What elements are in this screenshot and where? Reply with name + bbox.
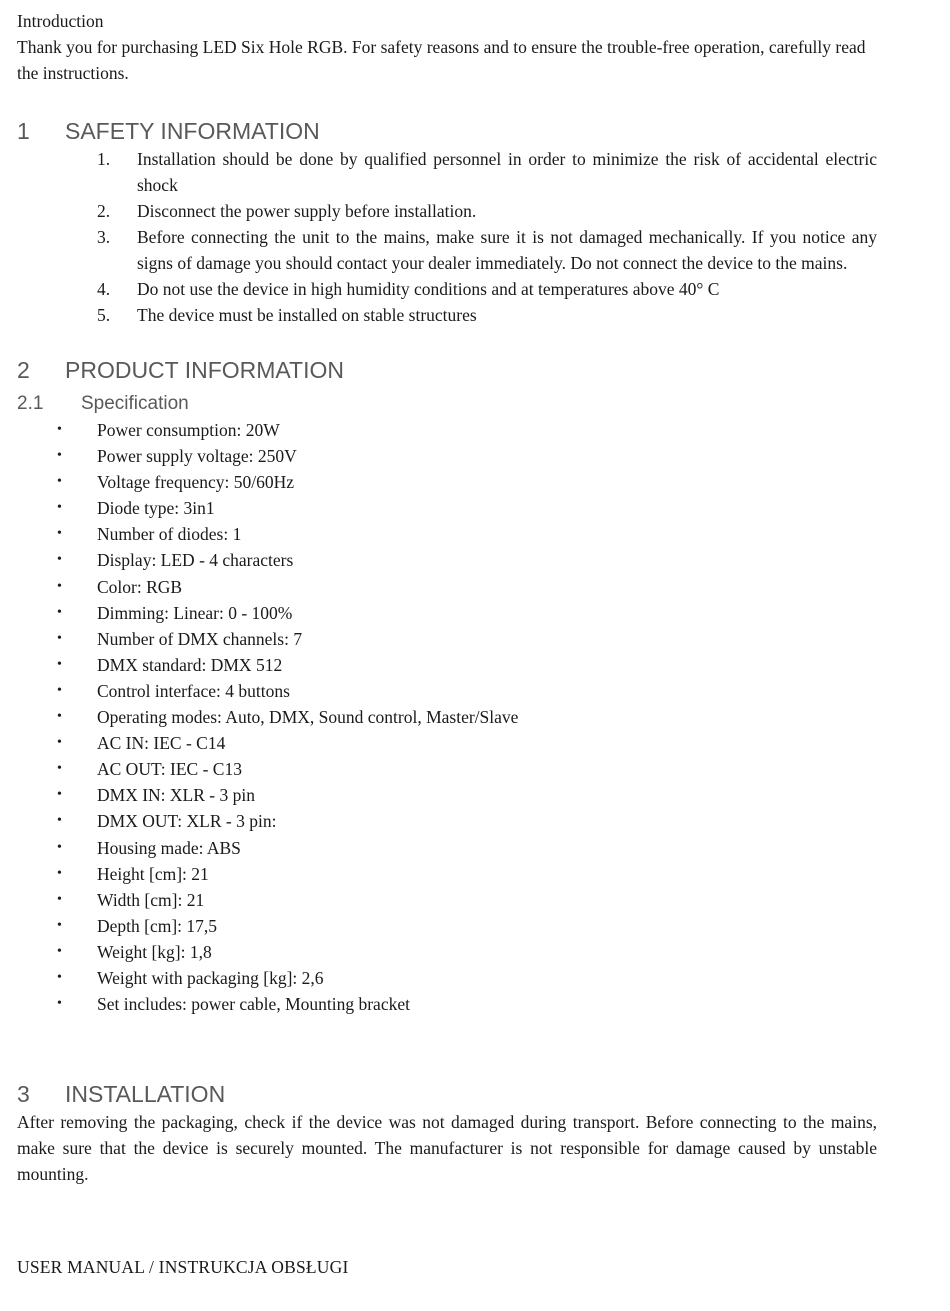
section-1-heading: [17, 116, 877, 146]
bullet-icon: •: [57, 891, 62, 907]
safety-item-number: 1.: [97, 149, 111, 169]
spec-item: [17, 756, 877, 782]
spec-item: [17, 965, 877, 991]
bullet-icon: •: [57, 552, 62, 568]
bullet-icon: •: [57, 813, 62, 829]
bullet-icon: •: [57, 735, 62, 751]
subsection-2-1-title: Specification: [81, 393, 189, 414]
spec-item-text: Color: RGB: [97, 576, 183, 597]
spec-item-text: Housing made: ABS: [97, 837, 241, 858]
spec-item-text: Voltage frequency: 50/60Hz: [97, 472, 294, 493]
spec-item: [17, 574, 877, 600]
spec-item: [17, 678, 877, 704]
spec-item-text: Set includes: power cable, Mounting bracket: [97, 994, 410, 1015]
bullet-icon: •: [57, 474, 62, 490]
section-2-heading: [17, 355, 877, 385]
bullet-icon: •: [57, 943, 62, 959]
spec-item-text: Dimming: Linear: 0 - 100%: [97, 602, 293, 623]
section-2-number: 2: [17, 357, 30, 383]
bullet-icon: •: [57, 996, 62, 1012]
safety-item: [17, 276, 877, 302]
bullet-icon: •: [57, 630, 62, 646]
spec-item: [17, 704, 877, 730]
bullet-icon: •: [57, 500, 62, 516]
bullet-icon: •: [57, 969, 62, 985]
safety-item-number: 2.: [97, 201, 111, 221]
safety-item: [17, 198, 877, 224]
bullet-icon: •: [57, 448, 62, 464]
spec-item-text: DMX OUT: XLR - 3 pin:: [97, 811, 277, 832]
footer-text: USER MANUAL / INSTRUKCJA OBSŁUGI: [17, 1257, 349, 1277]
spec-item-text: Number of diodes: 1: [97, 524, 242, 545]
safety-item: [17, 302, 877, 328]
spec-item: [17, 547, 877, 573]
spec-item-text: Weight with packaging [kg]: 2,6: [97, 967, 324, 988]
spec-item-text: Operating modes: Auto, DMX, Sound control, Master/Slave: [97, 707, 519, 728]
safety-item-text: Do not use the device in high humidity conditions and at temperatures above 40° C: [137, 279, 720, 299]
bullet-icon: •: [57, 422, 62, 437]
section-2-title: PRODUCT INFORMATION: [65, 357, 344, 383]
intro-text: Thank you for purchasing LED Six Hole RGB. For safety reasons and to ensure the trouble-free operation, carefully read the instructions.: [17, 37, 866, 83]
bullet-icon: •: [57, 682, 62, 698]
spec-item: [17, 521, 877, 547]
safety-item-text: Disconnect the power supply before installation.: [137, 201, 477, 221]
spec-item-text: Width [cm]: 21: [97, 889, 205, 910]
spec-item: [17, 939, 877, 965]
safety-item: [17, 146, 877, 198]
bullet-icon: •: [57, 917, 62, 933]
bullet-icon: •: [57, 578, 62, 594]
bullet-icon: •: [57, 865, 62, 881]
section-3-heading: [17, 1079, 877, 1109]
safety-item-number: 3.: [97, 227, 111, 247]
specification-list: [17, 417, 877, 1017]
spec-item-text: Control interface: 4 buttons: [97, 680, 290, 701]
spec-item: [17, 443, 877, 469]
spec-item-text: AC OUT: IEC - C13: [97, 759, 242, 780]
spec-item-text: Display: LED - 4 characters: [97, 550, 294, 571]
safety-item-number: 4.: [97, 279, 111, 299]
spec-item-text: Weight [kg]: 1,8: [97, 941, 212, 962]
spec-item-text: Number of DMX channels: 7: [97, 628, 303, 649]
spec-item: [17, 913, 877, 939]
safety-item: [17, 224, 877, 276]
section-3-title: INSTALLATION: [65, 1081, 226, 1108]
safety-item-text: Installation should be done by qualified personnel in order to minimize the risk of accidental electric shock: [137, 149, 877, 195]
safety-list: [17, 146, 877, 328]
bullet-icon: •: [57, 604, 62, 620]
spec-item: [17, 417, 877, 443]
safety-item-text: Before connecting the unit to the mains, make sure it is not damaged mechanically. If you notice any signs of damage you should contact your dealer immediately. Do not connect the device to the mains.: [137, 227, 877, 273]
bullet-icon: •: [57, 709, 62, 725]
spec-item: [17, 861, 877, 887]
bullet-icon: •: [57, 656, 62, 672]
spec-item: [17, 626, 877, 652]
spec-item: [17, 600, 877, 626]
spec-item-text: DMX IN: XLR - 3 pin: [97, 785, 255, 806]
spec-item: [17, 835, 877, 861]
bullet-icon: •: [57, 526, 62, 542]
spec-item: [17, 469, 877, 495]
bullet-icon: •: [57, 839, 62, 855]
spec-item: [17, 652, 877, 678]
safety-item-text: The device must be installed on stable structures: [137, 305, 477, 325]
spec-item: [17, 991, 877, 1017]
intro-title: Introduction: [17, 11, 104, 31]
spec-item-text: DMX standard: DMX 512: [97, 654, 283, 675]
installation-text: After removing the packaging, check if the device was not damaged during transport. Before connecting to the mains, make sure that the device is securely mounted. The manufacturer is not responsible for damage caused by unstable mounting.: [17, 1112, 877, 1185]
subsection-2-1-heading: [17, 391, 877, 417]
spec-item: [17, 782, 877, 808]
safety-item-number: 5.: [97, 305, 111, 325]
section-3-number: 3: [17, 1081, 30, 1108]
spec-item-text: Depth [cm]: 17,5: [97, 915, 218, 936]
document-page: [17, 8, 877, 1187]
spec-item: [17, 887, 877, 913]
spec-item: [17, 495, 877, 521]
bullet-icon: •: [57, 787, 62, 803]
spec-item: [17, 730, 877, 756]
subsection-2-1-number: 2.1: [17, 393, 44, 414]
spec-item-text: Height [cm]: 21: [97, 863, 209, 884]
bullet-icon: •: [57, 761, 62, 777]
spec-item: [17, 808, 877, 834]
spec-item-text: Power consumption: 20W: [97, 420, 280, 440]
section-1-title: SAFETY INFORMATION: [65, 118, 320, 144]
spec-item-text: Diode type: 3in1: [97, 498, 215, 519]
section-1-number: 1: [17, 118, 30, 144]
spec-item-text: AC IN: IEC - C14: [97, 733, 226, 754]
spec-item-text: Power supply voltage: 250V: [97, 446, 297, 467]
